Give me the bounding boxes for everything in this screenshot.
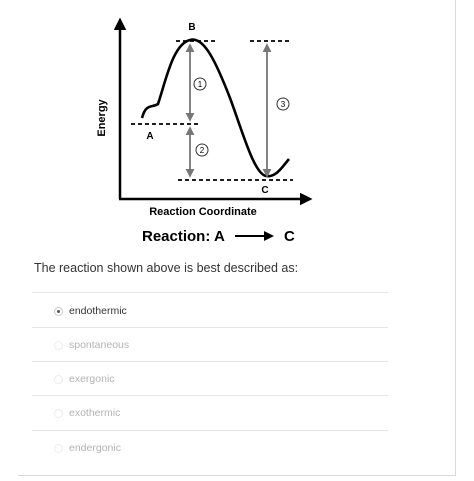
question-card — [18, 0, 456, 476]
reaction-equation: Reaction: A — [142, 228, 225, 245]
option-endothermic[interactable] — [54, 301, 127, 321]
option-label: exothermic — [69, 407, 121, 419]
label-1: 1 — [197, 80, 203, 89]
radio-exothermic[interactable] — [54, 409, 63, 418]
radio-spontaneous[interactable] — [54, 341, 63, 350]
divider — [32, 327, 388, 328]
y-axis-label: Energy — [96, 99, 108, 137]
energy-diagram — [18, 0, 456, 250]
label-2: 2 — [199, 146, 205, 155]
question-text: The reaction shown above is best described as: — [34, 261, 299, 275]
radio-endothermic[interactable] — [54, 307, 63, 316]
option-label: endothermic — [69, 305, 127, 317]
divider — [32, 395, 388, 396]
option-spontaneous[interactable] — [54, 335, 129, 355]
label-b: B — [188, 22, 196, 33]
label-c: C — [261, 185, 269, 196]
divider — [32, 361, 388, 362]
option-endergonic[interactable] — [54, 438, 121, 458]
option-exergonic[interactable] — [54, 369, 115, 389]
reaction-product: C — [284, 228, 295, 245]
radio-exergonic[interactable] — [54, 375, 63, 384]
label-3: 3 — [280, 100, 286, 109]
option-label: endergonic — [69, 442, 121, 454]
option-label: spontaneous — [69, 339, 130, 351]
label-a: A — [146, 131, 154, 142]
divider — [32, 430, 388, 431]
divider — [32, 292, 388, 293]
radio-endergonic[interactable] — [54, 444, 63, 453]
x-axis-label: Reaction Coordinate — [149, 206, 257, 218]
option-exothermic[interactable] — [54, 403, 120, 423]
option-label: exergonic — [69, 373, 115, 385]
